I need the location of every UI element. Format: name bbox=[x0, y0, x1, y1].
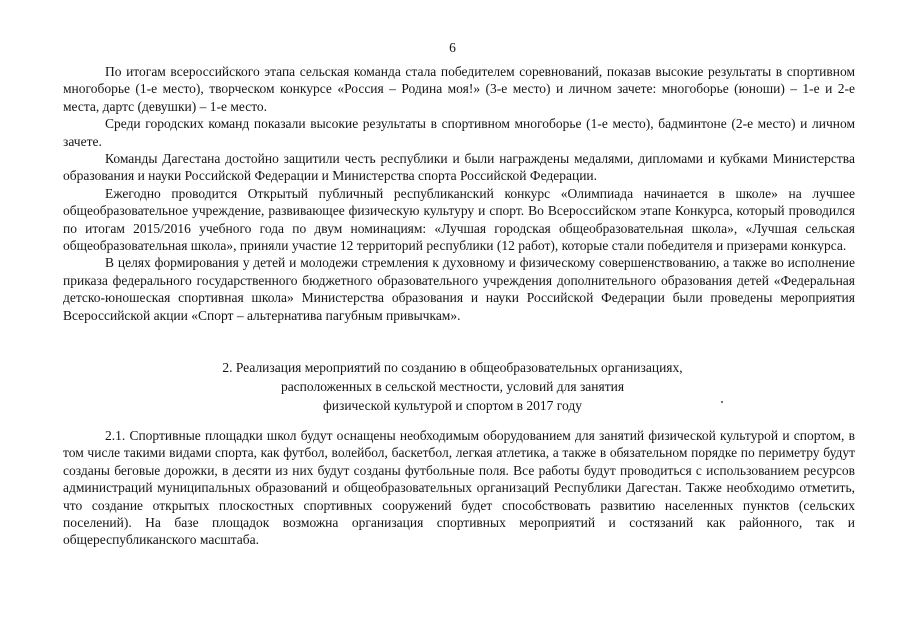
section-heading-line: 2. Реализация мероприятий по созданию в общеобразовательных организациях, bbox=[222, 360, 683, 375]
section-text-block bbox=[63, 427, 855, 549]
page-number: 6 bbox=[449, 40, 456, 55]
paragraph-awards: Команды Дагестана достойно защитили честь республики и были награждены медалями, дипломами и кубками Министерства образования и науки Российской Федерации и Министерства спорта Российской Федерации. bbox=[63, 151, 855, 184]
section-heading-line: физической культурой и спортом в 2017 году bbox=[323, 398, 582, 413]
paragraph-sport-campaign: В целях формирования у детей и молодежи стремления к духовному и физическому совершенствованию, а также во исполнение приказа федерального государственного бюджетного образовательного учреждения дополнительного образования детей «Федеральная детско-юношеская спортивная школа» Министерства образования и науки Российской Федерации были проведены мероприятия Всероссийской акции «Спорт – альтернатива пагубным привычкам». bbox=[63, 255, 855, 323]
paragraph-city-teams: Среди городских команд показали высокие результаты в спортивном многоборье (1-е место), бадминтоне (2-е место) и личном зачете. bbox=[63, 116, 855, 149]
intro-text-block bbox=[63, 63, 855, 324]
scan-speck bbox=[721, 401, 723, 403]
paragraph-competition-results: По итогам всероссийского этапа сельская команда стала победителем соревнований, показав высокие результаты в спортивном многоборье (1-е место), творческом конкурсе «Россия – Родина моя!» (3-е место) и личном зачете: многоборье (юноши) – 1-е и 2-е места, дартс (девушки) – 1-е место. bbox=[63, 64, 855, 114]
section-heading-line: расположенных в сельской местности, условий для занятия bbox=[280, 379, 625, 394]
section-heading bbox=[0, 358, 905, 415]
paragraph-sports-grounds: 2.1. Спортивные площадки школ будут оснащены необходимым оборудованием для занятий физической культурой и спортом, в том числе такими видами спорта, как футбол, волейбол, баскетбол, легкая атлетика, а также в обязательном порядке по периметру будут созданы беговые дорожки, в десяти из них будут созданы футбольные поля. Все работы будут проводиться с использованием ресурсов администраций муниципальных образований и общеобразовательных организаций Республики Дагестан. Также необходимо отметить, что создание открытых плоскостных спортивных сооружений будет способствовать развитию населенных пунктов (сельских поселений). На базе площадок возможна организация спортивных мероприятий и состязаний как районного, так и общереспубликанского масштаба. bbox=[63, 428, 855, 548]
paragraph-olympiad-contest: Ежегодно проводится Открытый публичный республиканский конкурс «Олимпиада начинается в школе» на лучшее общеобразовательное учреждение, развивающее физическую культуру и спорт. Во Всероссийском этапе Конкурса, который проводился по итогам 2015/2016 учебного года по двум номинациям: «Лучшая городская общеобразовательная школа», «Лучшая сельская общеобразовательная школа», приняли участие 12 территорий республики (12 работ), которые стали победителя и призерами конкурса. bbox=[63, 185, 855, 254]
